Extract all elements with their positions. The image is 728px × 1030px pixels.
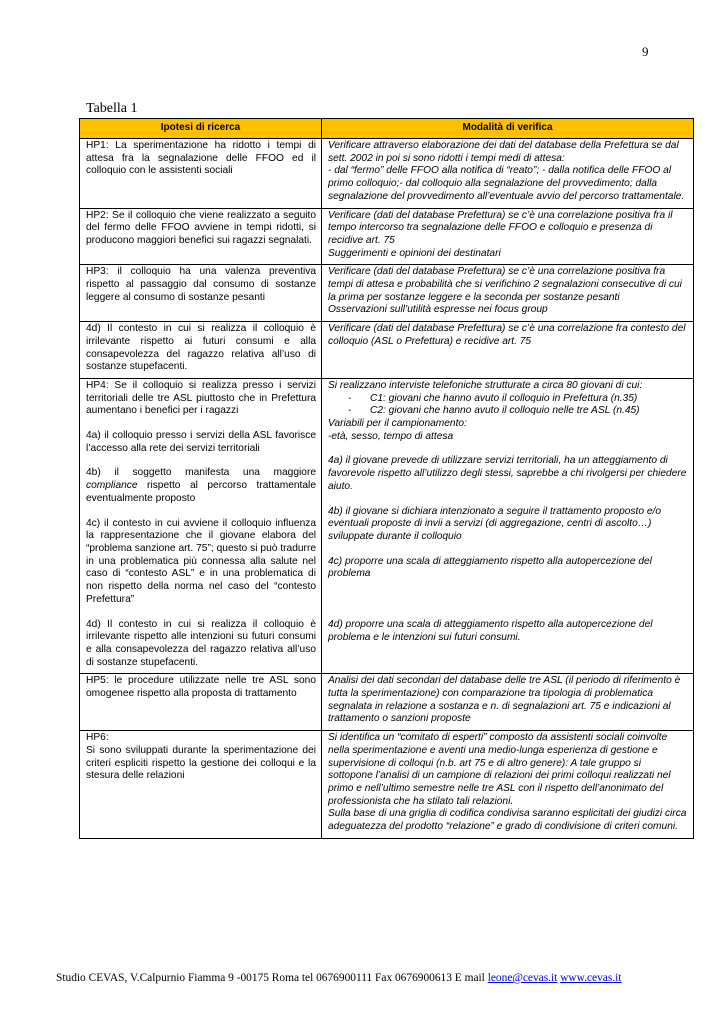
hp3-text: HP3: il colloquio ha una valenza preventiva rispetto al passaggio dal consumo di sostanze leggere al consumo di sostanze pesanti xyxy=(86,266,316,303)
hp2-verification xyxy=(322,208,694,265)
hp6-title: HP6: xyxy=(86,732,109,744)
hp4-intro: HP4: Se il colloquio si realizza presso i servizi territoriali delle tre ASL piuttosto che in Prefettura aumentano i benefici per i ragazzi xyxy=(86,379,316,417)
table-row-hp3-4d xyxy=(80,322,694,379)
hp3-4d-text: 4d) Il contesto in cui si realizza il colloquio è irrilevante rispetto ai futuri consumi e alla consapevolezza del ragazzo relativa all’uso di sostanze stupefacenti. xyxy=(86,323,316,373)
header-verification: Modalità di verifica xyxy=(322,119,694,139)
header-hypotheses: Ipotesi di ricerca xyxy=(80,119,322,139)
hp4-verification xyxy=(322,378,694,673)
hp4-sampling-vars: Variabili per il campionamento: xyxy=(328,418,467,430)
hp4-group-c2 xyxy=(328,405,688,418)
hp4-4d: 4d) Il contesto in cui si realizza il colloquio è irrilevante rispetto alle intenzioni su futuri consumi e alla consapevolezza del ragazzo relativa all’uso di sostanze stupefacenti. xyxy=(86,618,316,668)
hp5-text: HP5: le procedure utilizzate nelle tre ASL sono omogenee rispetto alla proposta di trattamento xyxy=(86,675,316,700)
page-footer xyxy=(56,972,621,984)
hp4-4b-post: rispetto al percorso trattamentale eventualmente proposto xyxy=(86,480,316,504)
hp2-verification-main: Verificare (dati del database Prefettura) se c’è una correlazione positiva fra il tempo intercorso tra segnalazione delle FFOO e colloquio e presenza di recidive art. 75 xyxy=(328,209,673,246)
table-row-hp6 xyxy=(80,731,694,839)
hp3-verification xyxy=(322,265,694,322)
hp3-verification-focus: Osservazioni sull’utilità espresse nei focus group xyxy=(328,304,548,316)
hp4-c1-text: C1: giovani che hanno avuto il colloquio in Prefettura (n.35) xyxy=(370,392,638,404)
table-caption: Tabella 1 xyxy=(86,101,138,116)
table-row-hp5 xyxy=(80,674,694,731)
dash-bullet: - xyxy=(348,405,352,417)
hp4-4b-pre: 4b) il soggetto manifesta una maggiore xyxy=(86,467,316,479)
hp1-verification-steps: - dal “fermo” delle FFOO alla notifica di “reato”; - dalla notifica delle FFOO al primo colloquio;- dal colloquio alla segnalazione del provvedimento; dalla segnalazione del provvedimento all’eventuale avvio del percorso trattamentale. xyxy=(328,165,685,202)
hp3-4d-verification xyxy=(322,322,694,379)
hp2-hypothesis xyxy=(80,208,322,265)
hp4-verification-4b: 4b) il giovane si dichiara intenzionato a seguire il trattamento proposto e/o eventuali proposte di invii a servizi (di aggregazione, centri di ascolto…) sviluppate durante il colloquio xyxy=(328,505,661,542)
hp1-text: HP1: La sperimentazione ha ridotto i tempi di attesa fra la segnalazione delle FFOO ed il colloquio con le assistenti sociali xyxy=(86,140,316,177)
hp4-verification-4a: 4a) il giovane prevede di utilizzare servizi territoriali, ha un atteggiamento di favorevole rispetto all’utilizzo degli stessi, saprebbe a chi rivolgersi per chiedere aiuto. xyxy=(328,455,687,492)
hp1-verification xyxy=(322,139,694,209)
hp2-text: HP2: Se il colloquio che viene realizzato a seguito del fermo delle FFOO avviene in tempi ridotti, si producono maggiori benefici sui ragazzi segnalati. xyxy=(86,209,316,246)
table-row-hp4 xyxy=(80,378,694,673)
research-table xyxy=(79,118,694,839)
hp5-verification-text: Analisi dei dati secondari del database delle tre ASL (il periodo di riferimento è tutta la sperimentazione) con comparazione tra tipologia di problematica segnalata in relazione a sostanza e n. di segnalazioni art. 75 e indicazioni al trattamento o sanzioni proposte xyxy=(328,675,681,725)
table-row-hp2 xyxy=(80,208,694,265)
hp4-4b-emphasis: compliance xyxy=(86,480,138,492)
hp5-hypothesis xyxy=(80,674,322,731)
hp4-verification-intro: Si realizzano interviste telefoniche strutturate a circa 80 giovani di cui: xyxy=(328,379,643,391)
hp6-verification-committee: Si identifica un “comitato di esperti” composto da assistenti sociali coinvolte nella sperimentazione e aventi una medio-lunga esperienza di gestione e supervisione di colloqui (n.b. art 75 e di altro genere): A tale gruppo si sottopone l’analisi di un campione di relazioni dei primi colloqui realizzati nel primo e nell’ultimo semestre nelle tre ASL con il rispetto dell’anonimato del professionista che ha stilato tali relazioni. xyxy=(328,732,671,807)
hp4-4a: 4a) il colloquio presso i servizi della ASL favorisce l’accesso alla rete dei servizi territoriali xyxy=(86,430,316,454)
hp4-group-c1 xyxy=(328,393,688,406)
hp1-verification-intro: Verificare attraverso elaborazione dei dati del database della Prefettura se dal sett. 2002 in poi si sono ridotti i tempi medi di attesa: xyxy=(328,140,679,164)
hp6-text: Si sono sviluppati durante la sperimentazione dei criteri espliciti rispetto la gestione dei colloqui e la stesura delle relazioni xyxy=(86,744,316,782)
hp4-verification-4d: 4d) proporre una scala di atteggiamento rispetto alla autopercezione del problema e le intenzioni sui futuri consumi. xyxy=(328,619,653,643)
hp3-4d-hypothesis xyxy=(80,322,322,379)
footer-email-link[interactable]: leone@cevas.it xyxy=(487,972,558,984)
footer-address: Studio CEVAS, V.Calpurnio Fiamma 9 -00175 Roma tel 0676900111 Fax 0676900613 E mail xyxy=(56,972,485,984)
table-header-row xyxy=(80,119,694,139)
table-row-hp3 xyxy=(80,265,694,322)
hp2-verification-opinions: Suggerimenti e opinioni dei destinatari xyxy=(328,247,501,259)
hp3-4d-verification-text: Verificare (dati del database Prefettura) se c’è una correlazione fra contesto del colloquio (ASL o Prefettura) e recidive art. 75 xyxy=(328,323,686,347)
hp4-4b xyxy=(86,467,316,505)
footer-website-link[interactable]: www.cevas.it xyxy=(560,972,622,984)
page-number: 9 xyxy=(642,44,649,59)
hp4-sampling-vars-list: -età, sesso, tempo di attesa xyxy=(328,430,454,442)
hp3-hypothesis xyxy=(80,265,322,322)
dash-bullet: - xyxy=(348,392,352,404)
hp1-hypothesis xyxy=(80,139,322,209)
hp4-c2-text: C2: giovani che hanno avuto il colloquio nelle tre ASL (n.45) xyxy=(370,405,640,417)
hp3-verification-main: Verificare (dati del database Prefettura) se c’è una correlazione positiva fra tempi di attesa e probabilità che si verifichino 2 segnalazioni consecutive di cui la prima per sostanze leggere e la seconda per sostanze pesanti xyxy=(328,266,682,303)
hp6-hypothesis xyxy=(80,731,322,839)
hp4-4c: 4c) il contesto in cui avviene il colloquio influenza la rappresentazione che il giovane elabora del “problema sanzione art. 75”; questo si può tradurre in una problematica più connessa alla salute nel caso di “contesto ASL” e in una problematica di non rispetto della norma nel caso del “contesto Prefettura” xyxy=(86,517,316,605)
hp4-verification-4c: 4c) proporre una scala di atteggiamento rispetto alla autopercezione del problema xyxy=(328,555,652,580)
hp6-verification-grid: Sulla base di una griglia di codifica condivisa saranno esplicitati dei giudizi circa adeguatezza del prodotto “relazione” e grado di condivisione di criteri comuni. xyxy=(328,808,687,833)
table-row-hp1 xyxy=(80,139,694,209)
hp6-verification xyxy=(322,731,694,839)
hp5-verification xyxy=(322,674,694,731)
hp4-hypothesis xyxy=(80,378,322,673)
